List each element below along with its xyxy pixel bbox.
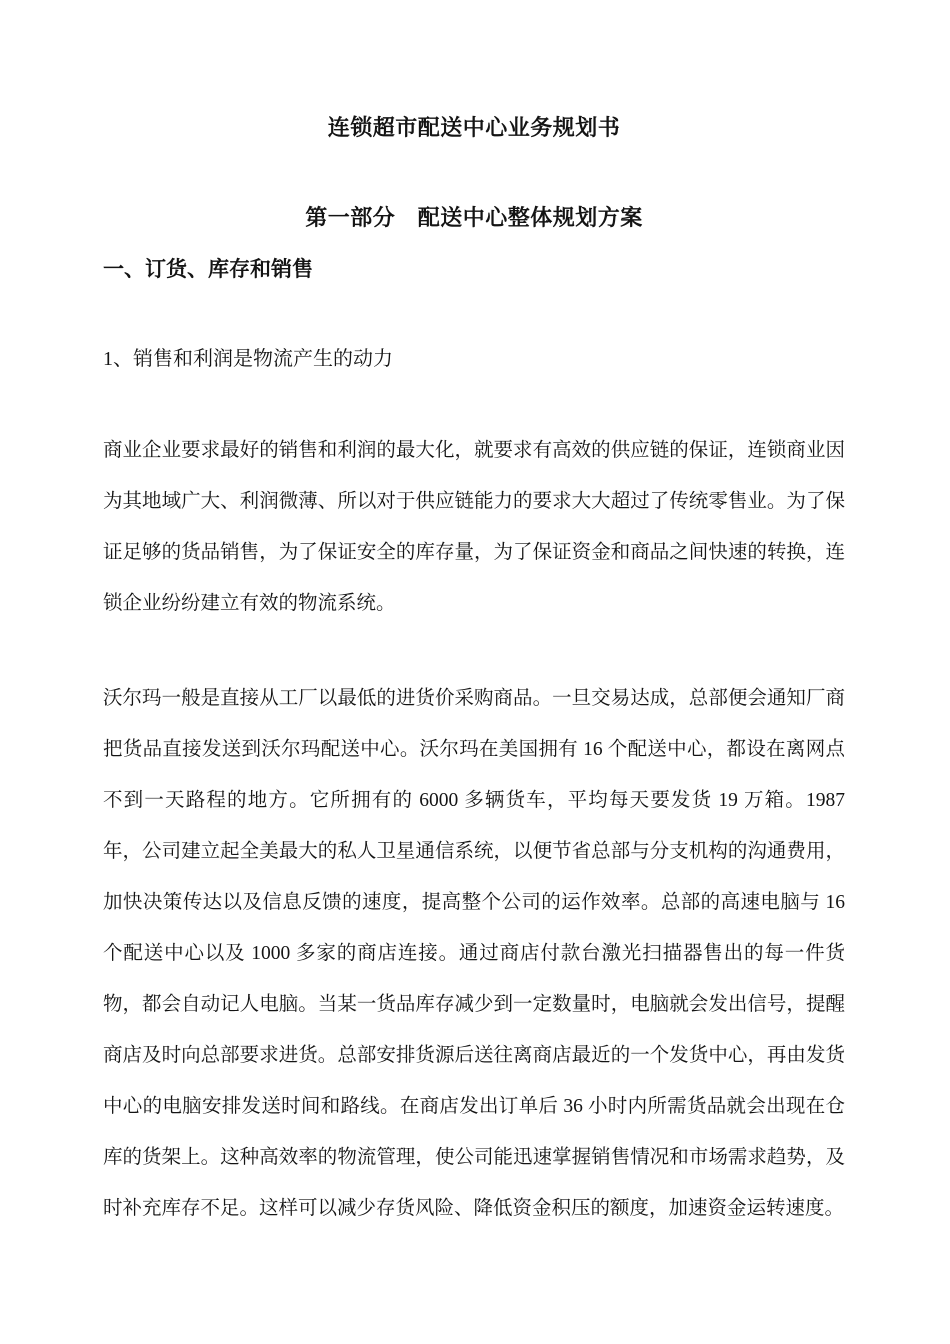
document-content	[0, 102, 950, 1234]
paragraph-supply-chain: 商业企业要求最好的销售和利润的最大化，就要求有高效的供应链的保证，连锁商业因为其地域广大、利润微薄、所以对于供应链能力的要求大大超过了传统零售业。为了保证足够的货品销售，为了保证安全的库存量，为了保证资金和商品之间快速的转换，连锁企业纷纷建立有效的物流系统。	[103, 440, 845, 614]
document-title: 连锁超市配送中心业务规划书	[327, 115, 621, 140]
subheading-sales-profit-driver: 1、销售和利润是物流产生的动力	[103, 348, 393, 370]
section-heading-part-one: 第一部分 配送中心整体规划方案	[305, 205, 643, 230]
heading-ordering-inventory-sales: 一、订货、库存和销售	[103, 258, 313, 281]
paragraph-walmart-logistics: 沃尔玛一般是直接从工厂以最低的进货价采购商品。一旦交易达成，总部便会通知厂商把货品直接发送到沃尔玛配送中心。沃尔玛在美国拥有 16 个配送中心，都设在离网点不到一天路程的地方。它所拥有的 6000 多辆货车，平均每天要发货 19 万箱。1987 年，公司建立起全美最大的私人卫星通信系统，以便节省总部与分支机构的沟通费用，加快决策传达以及信息反馈的速度，提高整个公司的运作效率。总部的高速电脑与 16 个配送中心以及 1000 多家的商店连接。通过商店付款台激光扫描器售出的每一件货物，都会自动记人电脑。当某一货品库存减少到一定数量时，电脑就会发出信号，提醒商店及时向总部要求进货。总部安排货源后送往离商店最近的一个发货中心，再由发货中心的电脑安排发送时间和路线。在商店发出订单后 36 小时内所需货品就会出现在仓库的货架上。这种高效率的物流管理，使公司能迅速掌握销售情况和市场需求趋势，及时补充库存不足。这样可以减少存货风险、降低资金积压的额度，加速资金运转速度。	[103, 688, 845, 1219]
